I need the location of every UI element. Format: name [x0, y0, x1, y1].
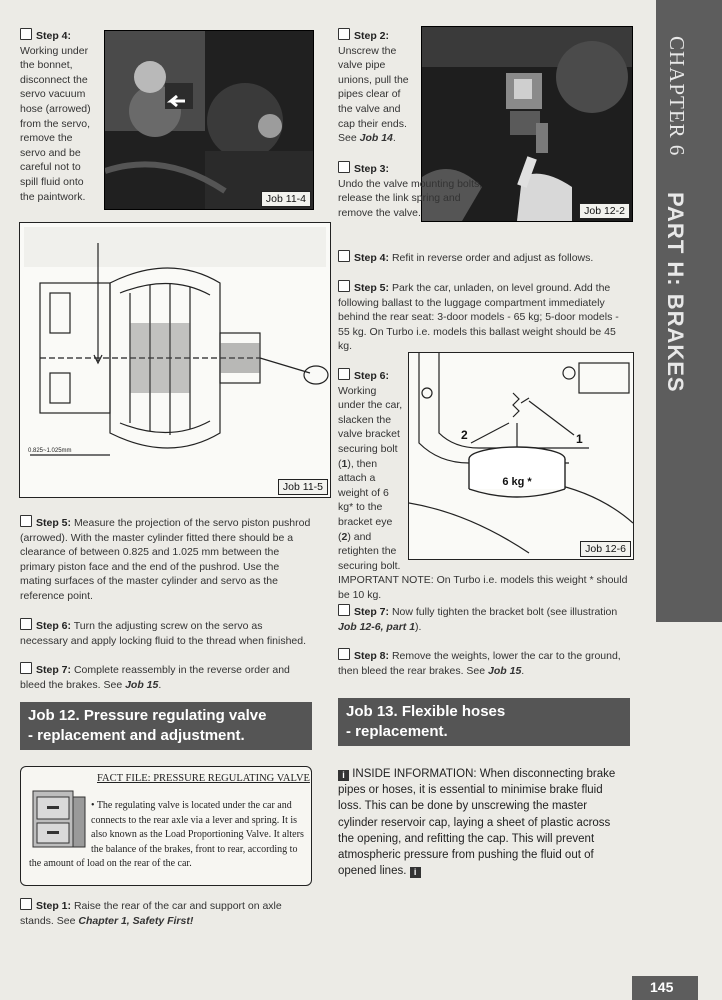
inside-information: i INSIDE INFORMATION: When disconnecting brake pipes or hoses, it is essential to minimise brake fluid loss. This can be done by unscrewing the master cylinder reservoir cap, laying a sheet of plastic across the opening, and refitting the cap. This will prevent atmospheric pressure from pushing the fluid out of opened lines. i — [338, 768, 616, 878]
checkbox-icon — [20, 662, 32, 674]
checkbox-icon — [338, 280, 350, 292]
step-4-left: Step 4: Working under the bonnet, disconnect the servo vacuum hose (arrowed) from the servo, remove the servo and be careful not to spill fluid onto the paintwork. — [20, 30, 91, 203]
page-number: 145 — [650, 979, 674, 995]
checkbox-icon — [20, 898, 32, 910]
step-8-right: Step 8: Remove the weights, lower the car to the ground, then bleed the rear brakes. See Job 15. — [338, 650, 621, 677]
callout-1: 1 — [576, 432, 583, 446]
figure-caption: Job 11-4 — [261, 191, 311, 207]
checkbox-icon — [338, 28, 350, 40]
step-6-right: Step 6: Working under the car, slacken the valve bracket securing bolt (1), then attach a weight of 6 kg* to the bracket eye (2) and retighten the securing bolt. IMPORTANT NOTE: On Turbo i.e. models this weight * should be 10 kg. — [338, 370, 628, 601]
fact-file-title: FACT FILE: PRESSURE REGULATING VALVE — [97, 773, 310, 784]
step-2-right: Step 2: Unscrew the valve pipe unions, pull the pipes clear of the valve and cap their ends. See Job 14. — [338, 30, 409, 145]
checkbox-icon — [338, 250, 350, 262]
figure-caption: Job 11-5 — [278, 479, 328, 495]
dimension-label: 0.825~1.025mm — [28, 448, 72, 454]
step-5-right: Step 5: Park the car, unladen, on level ground. Add the following ballast to the luggage compartment immediately behind the rear seat: 3-door models - 65 kg; 5-door models - 55 kg. On Turbo i.e. models this ballast weight should be 45 kg. — [338, 282, 619, 353]
checkbox-icon — [20, 618, 32, 630]
bullet: • — [91, 800, 97, 811]
figure-caption: Job 12-2 — [579, 203, 630, 219]
info-icon: i — [338, 770, 349, 781]
part-label: PART H: BRAKES — [663, 192, 688, 393]
step-7-right: Step 7: Now fully tighten the bracket bolt (see illustration Job 12-6, part 1). — [338, 606, 618, 633]
fact-file-text: • The regulating valve is located under the car and connects to the rear axle via a lever and spring. It is also known as the Load Proportioning Valve. It alters the balance of the brakes, front to rear, according to the amount of load on the rear of the car. — [29, 800, 304, 870]
engine-photo — [105, 31, 313, 209]
diagram-job-11-5 — [19, 222, 331, 498]
step-6-left: Step 6: Turn the adjusting screw on the servo as necessary and apply locking fluid to the thread when finished. — [20, 620, 307, 647]
servo-diagram — [20, 223, 330, 497]
step-4-right: Step 4: Refit in reverse order and adjust as follows. — [338, 250, 634, 266]
callout-2: 2 — [461, 428, 468, 442]
figure-caption: Job 12-6 — [580, 541, 631, 557]
chapter-label: CHAPTER 6 — [665, 36, 689, 157]
checkbox-icon — [338, 648, 350, 660]
fact-file-box — [20, 766, 312, 886]
checkbox-icon — [338, 161, 350, 173]
checkbox-icon — [20, 515, 32, 527]
checkbox-icon — [20, 28, 32, 40]
photo-job-11-4 — [104, 30, 314, 210]
step-5-left: Step 5: Measure the projection of the servo piston pushrod (arrowed). With the master cylinder fitted there should be a clearance of between 0.825 and 1.025 mm between the primary piston face and the end of the pushrod. Use the mating surfaces of the master cylinder and servo as the reference point. — [20, 517, 311, 602]
info-end-icon: i — [410, 867, 421, 878]
checkbox-icon — [338, 368, 350, 380]
job-12-heading: Job 12. Pressure regulating valve - replacement and adjustment. — [20, 702, 312, 750]
step-3-right: Step 3: Undo the valve mounting bolts, release the link spring and remove the valve. — [338, 163, 483, 219]
weight-label: 6 kg * — [502, 476, 532, 488]
job-13-heading: Job 13. Flexible hoses - replacement. — [338, 698, 630, 746]
step-1-left: Step 1: Raise the rear of the car and support on axle stands. See Chapter 1, Safety First! — [20, 900, 282, 927]
checkbox-icon — [338, 604, 350, 616]
step-7-left: Step 7: Complete reassembly in the reverse order and bleed the brakes. See Job 15. — [20, 664, 290, 691]
